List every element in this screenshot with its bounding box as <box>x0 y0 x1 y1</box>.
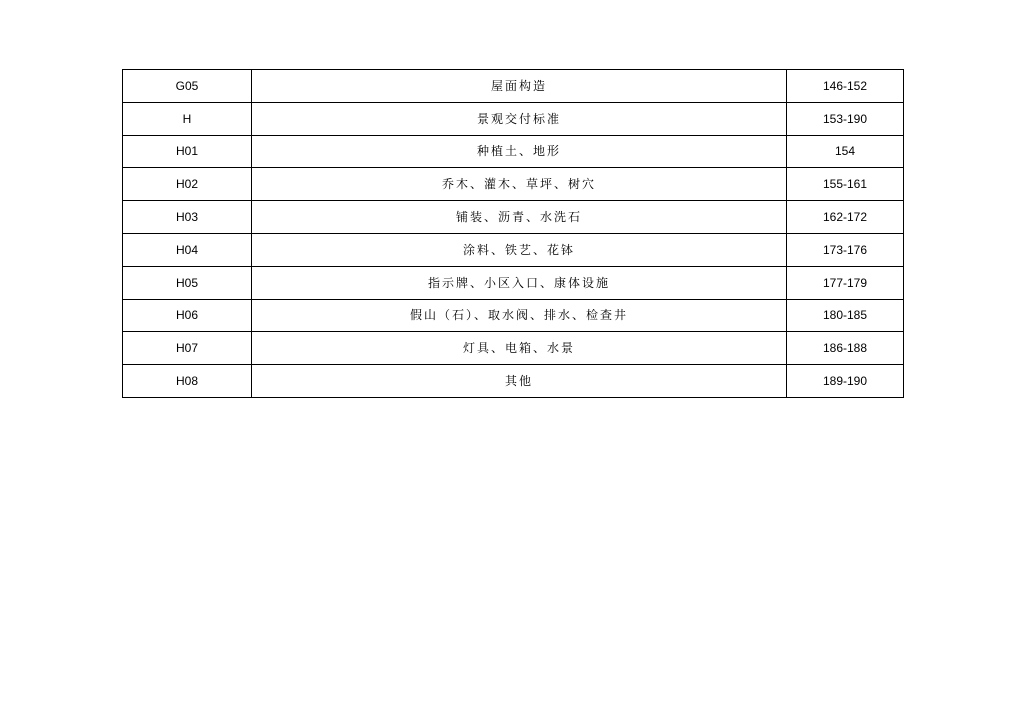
table-row <box>123 299 904 332</box>
page-range: 173-176 <box>787 233 904 266</box>
section-title: 指示牌、小区入口、康体设施 <box>252 266 787 299</box>
table-row <box>123 332 904 365</box>
section-title: 乔木、灌木、草坪、树穴 <box>252 168 787 201</box>
table-row <box>123 102 904 135</box>
page-range: 154 <box>787 135 904 168</box>
page-range: 186-188 <box>787 332 904 365</box>
table-row <box>123 233 904 266</box>
page-range: 155-161 <box>787 168 904 201</box>
section-code: H05 <box>123 266 252 299</box>
section-code: H04 <box>123 233 252 266</box>
table-row <box>123 201 904 234</box>
contents-table <box>122 69 904 398</box>
section-title: 景观交付标准 <box>252 102 787 135</box>
page-range: 162-172 <box>787 201 904 234</box>
section-code: H02 <box>123 168 252 201</box>
section-code: H07 <box>123 332 252 365</box>
page-range: 153-190 <box>787 102 904 135</box>
section-title: 铺装、沥青、水洗石 <box>252 201 787 234</box>
section-code: H01 <box>123 135 252 168</box>
page-range: 177-179 <box>787 266 904 299</box>
table-row <box>123 266 904 299</box>
section-code: H03 <box>123 201 252 234</box>
section-title: 屋面构造 <box>252 70 787 103</box>
page-range: 189-190 <box>787 365 904 398</box>
table-row <box>123 70 904 103</box>
page-range: 146-152 <box>787 70 904 103</box>
table-row <box>123 168 904 201</box>
section-title: 种植土、地形 <box>252 135 787 168</box>
section-code: H08 <box>123 365 252 398</box>
table-row <box>123 135 904 168</box>
section-title: 假山（石）、取水阀、排水、检查井 <box>252 299 787 332</box>
section-title: 其他 <box>252 365 787 398</box>
page-range: 180-185 <box>787 299 904 332</box>
section-title: 灯具、电箱、水景 <box>252 332 787 365</box>
section-code: H <box>123 102 252 135</box>
section-code: H06 <box>123 299 252 332</box>
section-title: 涂料、铁艺、花钵 <box>252 233 787 266</box>
section-code: G05 <box>123 70 252 103</box>
table-row <box>123 365 904 398</box>
